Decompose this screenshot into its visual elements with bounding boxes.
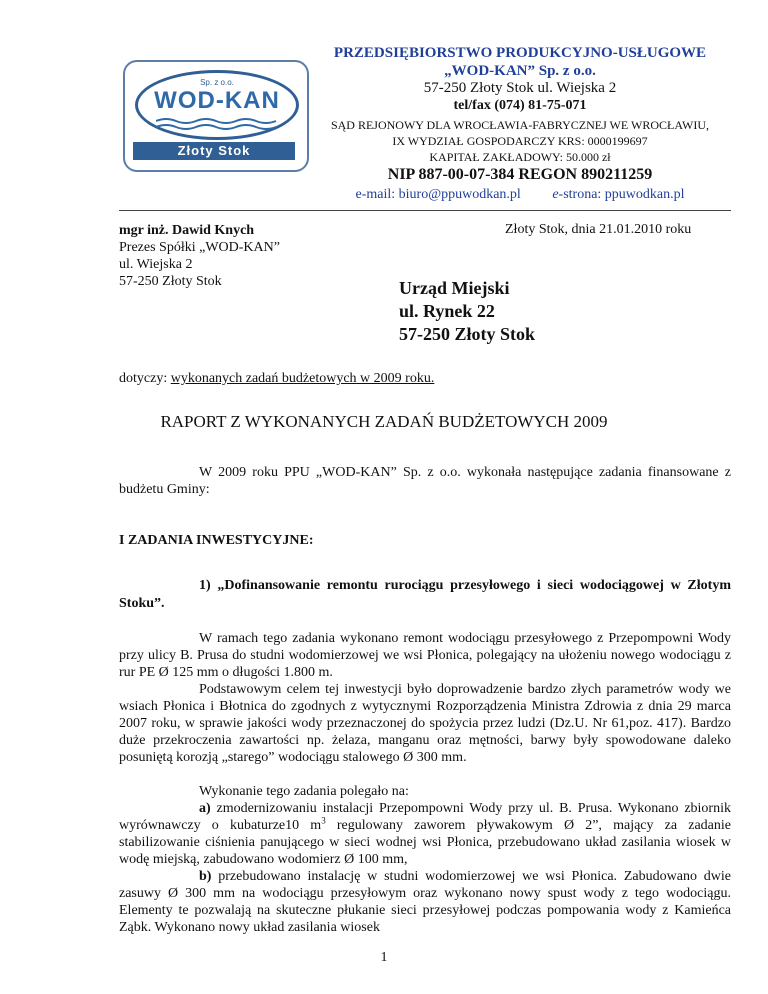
item-b-label: b) bbox=[199, 869, 212, 884]
sender-position: Prezes Spółki „WOD-KAN” bbox=[119, 240, 280, 255]
addressee-line3: 57-250 Złoty Stok bbox=[399, 324, 536, 344]
item-a-text-cont: regulowany zaworem pływakowym Ø 2”, mający za zadanie stabilizowanie ciśnienia panującego w sieci wodnej wsi Płonica, przebudowano układ zasilania wiosek w wodę miejską, zabudowano wodomierz Ø 100 mm, bbox=[119, 818, 732, 867]
company-line1: PRZEDSIĘBIORSTWO PRODUKCYJNO-USŁUGOWE bbox=[333, 45, 707, 61]
court-line1: SĄD REJONOWY DLA WROCŁAWIA-FABRYCZNEJ WE WROCŁAWIU, bbox=[330, 118, 710, 132]
logo-city: Złoty Stok bbox=[133, 142, 295, 160]
addressee-line2: ul. Rynek 22 bbox=[399, 301, 495, 321]
task-heading: 1) „Dofinansowanie remontu rurociągu przesyłowego i sieci wodociągowej w Złotym Stoku”. bbox=[119, 578, 731, 611]
court-registration bbox=[310, 117, 730, 165]
logo-spzoo: Sp. z o.o. bbox=[200, 78, 234, 87]
body-paragraph-1: W ramach tego zadania wykonano remont wodociągu przesyłowego z Przepompowni Wody przy ulicy B. Prusa do studni wodomierzowej we wsi Płonica, polegający na ułożeniu nowego wodociągu z rur PE Ø 125 mm o długości 1.800 m. bbox=[119, 631, 731, 680]
document-title: RAPORT Z WYKONANYCH ZADAŃ BUDŻETOWYCH 2009 bbox=[160, 412, 608, 431]
item-a-text: zmodernizowaniu instalacji Przepompowni Wody przy ul. B. Prusa. Wykonano zbiornik wyrównawczy o kubaturze10 m bbox=[119, 801, 731, 833]
web-label: -strona: bbox=[558, 187, 605, 202]
sender-block bbox=[119, 222, 280, 290]
nip-regon: NIP 887-00-07-384 REGON 890211259 bbox=[387, 166, 653, 183]
body-paragraph-2: Podstawowym celem tej inwestycji było doprowadzenie bardzo złych parametrów wody we wsiach Płonica i Błotnica do zgodnych z wytycznymi Rozporządzenia Ministra Zdrowia z dnia 29 marca 2007 roku, w sprawie jakości wody przeznaczonej do spożycia przez ludzi (Dz.U. Nr 61,poz. 417). Bardzo duże przekroczenia zawartości np. żelaza, manganu oraz mętności, barwy były spowodowane daleko posuniętą korozją „starego” wodociągu stalowego Ø 300 mm. bbox=[119, 682, 731, 765]
waves-icon bbox=[156, 117, 278, 131]
addressee-block bbox=[399, 277, 535, 346]
body-paragraph-3: Wykonanie tego zadania polegało na: bbox=[199, 784, 409, 799]
section-heading: I ZADANIA INWESTYCYJNE: bbox=[119, 533, 314, 548]
item-a-label: a) bbox=[199, 801, 211, 816]
web-link[interactable]: ppuwodkan.pl bbox=[604, 187, 685, 202]
addressee-line1: Urząd Miejski bbox=[399, 278, 510, 298]
company-line2: „WOD-KAN” Sp. z o.o. bbox=[444, 63, 596, 79]
email-link[interactable]: biuro@ppuwodkan.pl bbox=[398, 187, 521, 202]
email-label: e-mail: bbox=[355, 187, 399, 202]
subject-line bbox=[119, 371, 434, 387]
intro-paragraph: W 2009 roku PPU „WOD-KAN” Sp. z o.o. wykonała następujące zadania finansowane z budżetu Gminy: bbox=[119, 465, 731, 497]
company-name bbox=[310, 44, 730, 80]
item-a-sup: 3 bbox=[321, 815, 326, 826]
company-logo bbox=[123, 60, 309, 172]
page-number: 1 bbox=[380, 950, 388, 965]
sender-street: ul. Wiejska 2 bbox=[119, 257, 193, 272]
item-b-text: przebudowano instalację w studni wodomierzowej we wsi Płonica. Zabudowano dwie zasuwy Ø 300 mm na wodociągu przesyłowym oraz wykonano nowy spust wody z tego wodociągu. Elementy te pozwalają na skuteczne płukanie sieci przesyłowej podczas pompowania wody z Kamieńca Ząbk. Wykonano nowy układ zasilania wiosek bbox=[119, 869, 731, 935]
body-paragraph-4 bbox=[119, 800, 731, 868]
contact-line bbox=[310, 187, 730, 203]
company-address: 57-250 Złoty Stok ul. Wiejska 2 bbox=[423, 80, 617, 96]
subject-text: wykonanych zadań budżetowych w 2009 roku. bbox=[170, 371, 435, 386]
letter-date: Złoty Stok, dnia 21.01.2010 roku bbox=[505, 222, 692, 237]
logo-oval bbox=[135, 70, 299, 140]
sender-city: 57-250 Złoty Stok bbox=[119, 274, 222, 289]
header-divider bbox=[119, 210, 731, 211]
web-label-prefix: e bbox=[552, 187, 559, 202]
court-line3: KAPITAŁ ZAKŁADOWY: 50.000 zł bbox=[429, 150, 611, 164]
subject-label: dotyczy: bbox=[119, 371, 171, 386]
logo-name: WOD-KAN bbox=[154, 87, 280, 114]
court-line2: IX WYDZIAŁ GOSPODARCZY KRS: 0000199697 bbox=[392, 134, 648, 148]
company-telfax: tel/fax (074) 81-75-071 bbox=[453, 98, 587, 113]
body-paragraph-5 bbox=[119, 868, 731, 936]
sender-name: mgr inż. Dawid Knych bbox=[119, 223, 255, 238]
